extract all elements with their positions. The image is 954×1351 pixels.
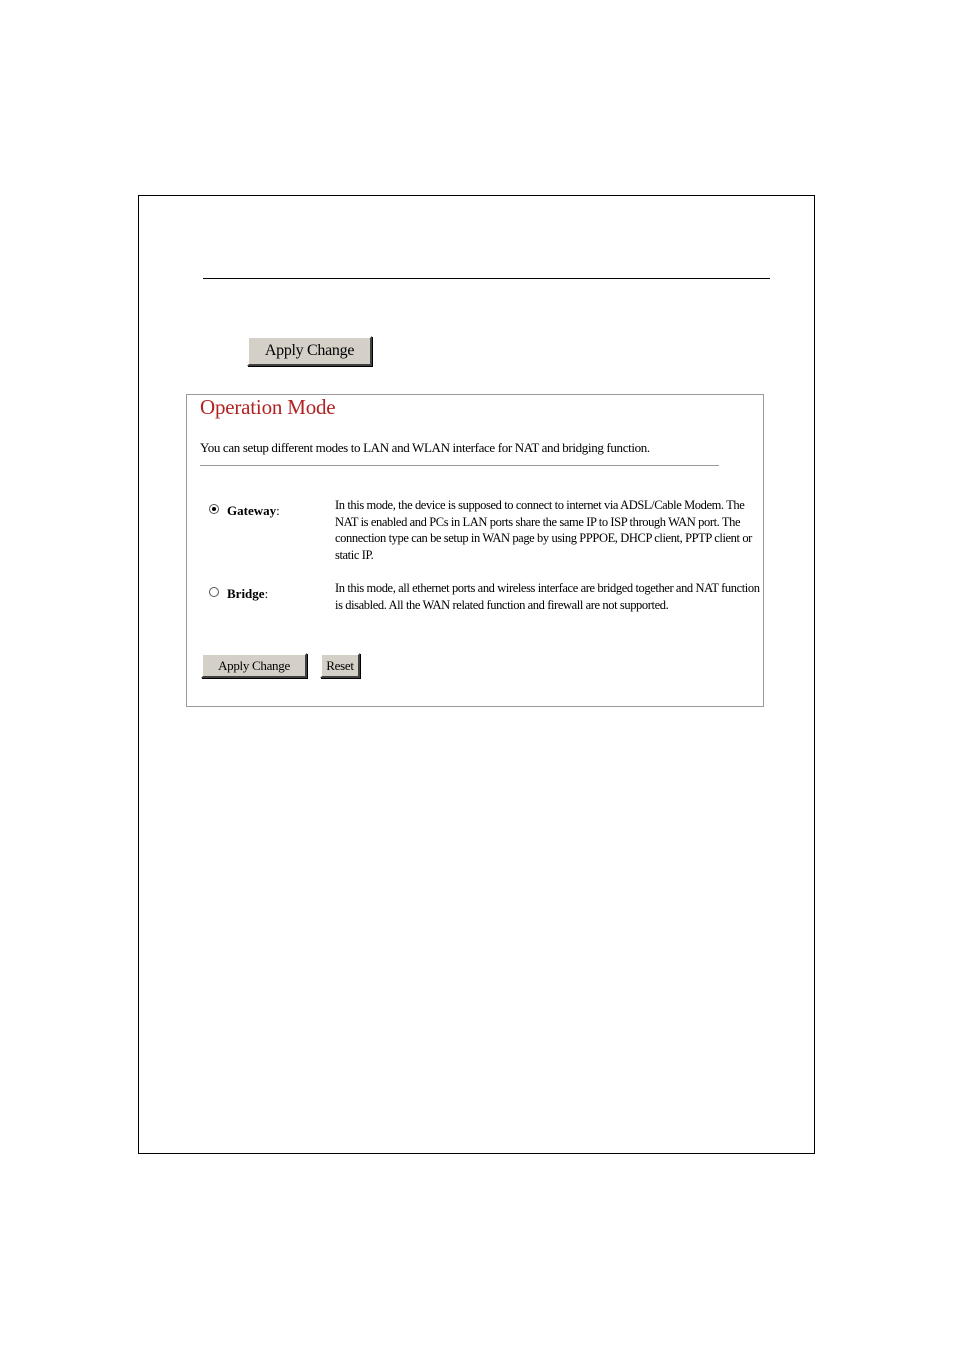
- page-title: Operation Mode: [200, 395, 336, 419]
- top-divider: [203, 278, 770, 279]
- bridge-description: In this mode, all ethernet ports and wireless interface are bridged together and NAT function is disabled. All the WAN related function and firewall are not supported.: [335, 581, 760, 612]
- bridge-label-text: Bridge: [227, 586, 265, 601]
- bridge-radio[interactable]: [209, 587, 219, 597]
- apply-change-button-top[interactable]: Apply Change: [247, 336, 372, 366]
- gateway-radio[interactable]: [209, 504, 219, 514]
- gateway-label-text: Gateway: [227, 503, 277, 518]
- bridge-label-colon: :: [264, 586, 269, 601]
- gateway-label: [227, 503, 280, 519]
- bridge-label: [227, 586, 268, 602]
- panel-divider: [200, 465, 719, 466]
- gateway-label-colon: :: [276, 503, 280, 518]
- reset-button[interactable]: Reset: [320, 653, 360, 678]
- gateway-description: In this mode, the device is supposed to connect to internet via ADSL/Cable Modem. The NAT is enabled and PCs in LAN ports share the same IP to ISP through WAN port. The connection type can be setup in WAN page by using PPPOE, DHCP client, PPTP client or static IP.: [335, 498, 752, 562]
- apply-change-button[interactable]: Apply Change: [201, 653, 307, 678]
- operation-mode-panel: [186, 394, 764, 707]
- page-description: You can setup different modes to LAN and WLAN interface for NAT and bridging function.: [200, 440, 650, 455]
